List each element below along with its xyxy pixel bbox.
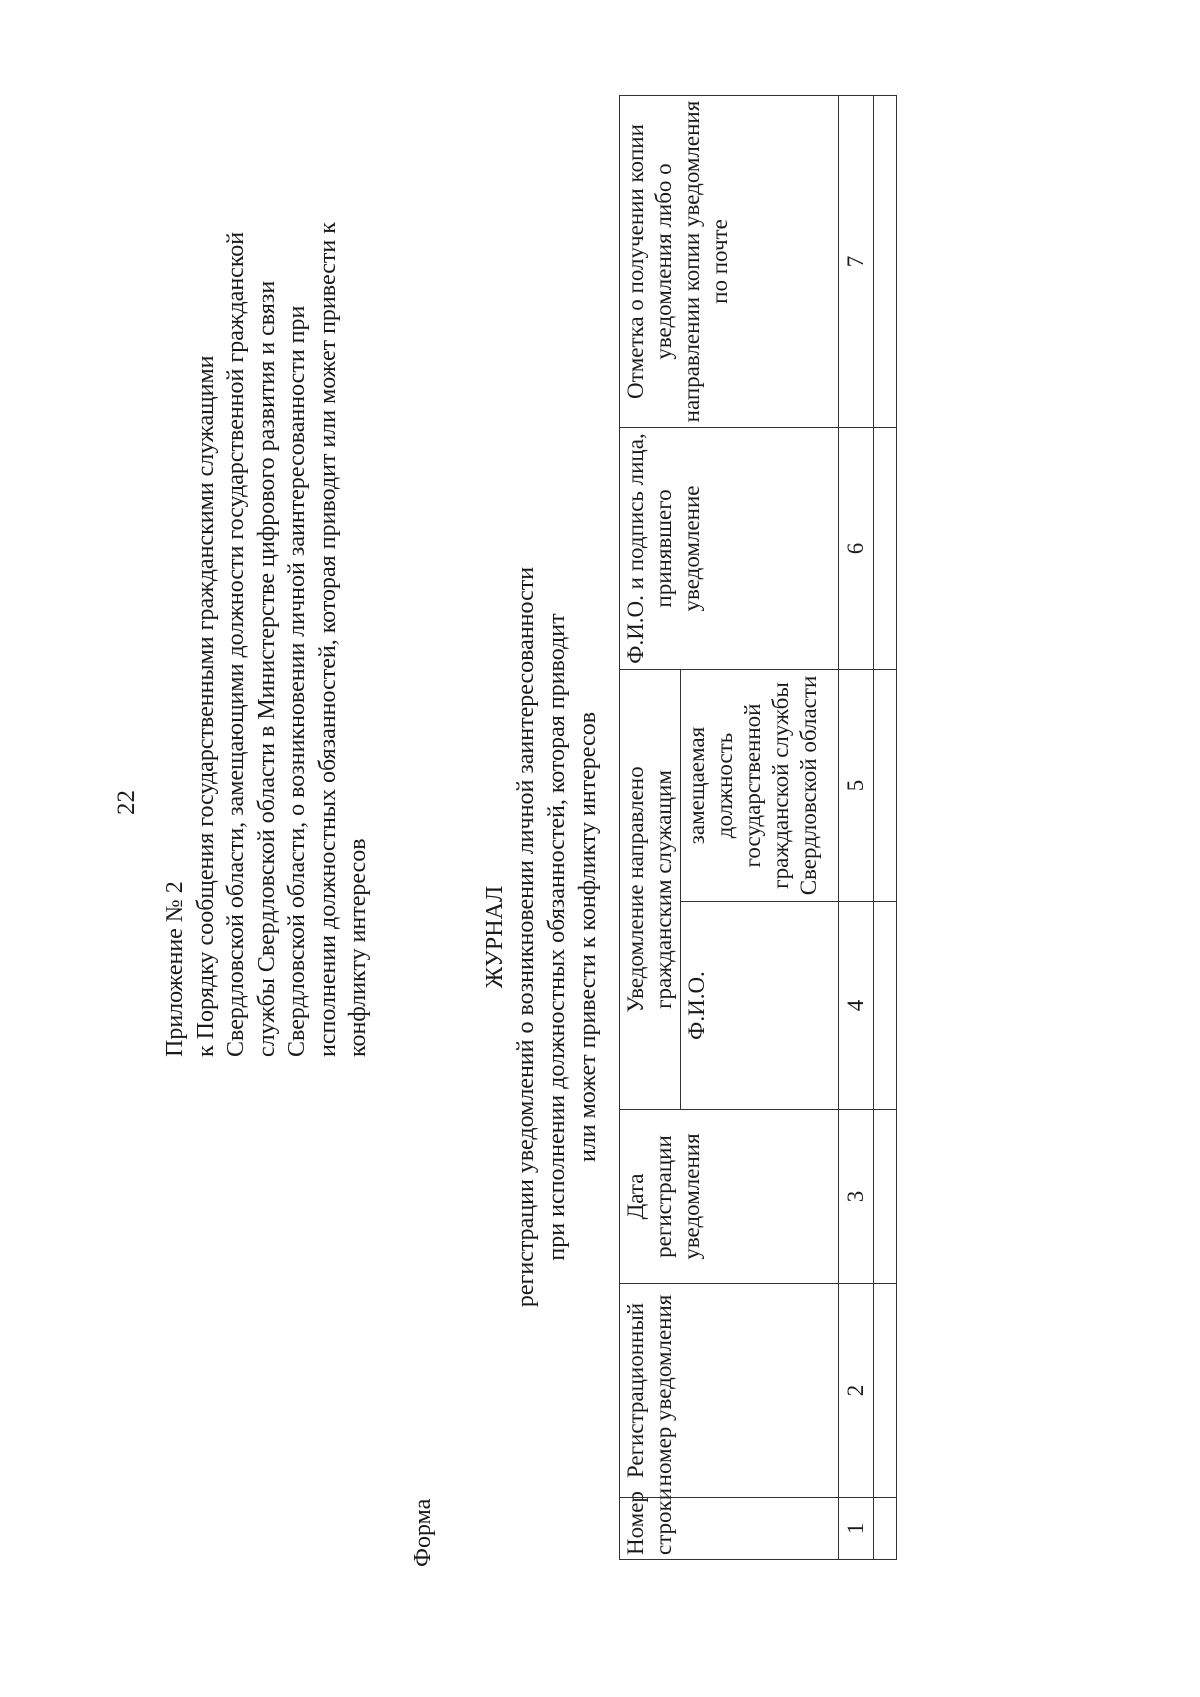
form-label: Форма xyxy=(410,1498,436,1567)
column-number: 6 xyxy=(839,428,874,670)
journal-subtitle-line: регистрации уведомлений о возникновении личной заинтересованности xyxy=(513,566,539,1308)
header-copy-received-mark: Отметка о получении копии уведомления либо о направлении копии уведомления по почте xyxy=(620,96,839,428)
appendix-line: к Порядку сообщения государственными гражданскими служащими xyxy=(192,355,219,1057)
page-number: 22 xyxy=(113,790,140,815)
column-number: 5 xyxy=(839,670,874,902)
appendix-line: Приложение № 2 xyxy=(162,881,188,1057)
journal-title: ЖУРНАЛ xyxy=(482,885,508,989)
column-number: 3 xyxy=(839,1110,874,1284)
appendix-line: службы Свердловской области в Министерстве цифрового развития и связи xyxy=(253,280,280,1057)
empty-cell xyxy=(874,1284,897,1498)
empty-cell xyxy=(874,428,897,670)
header-registration-date: Дата регистрации уведомления xyxy=(620,1110,839,1284)
empty-cell xyxy=(874,1498,897,1560)
appendix-header xyxy=(160,117,374,1057)
table-column-numbers-row xyxy=(839,96,874,1560)
table-empty-row xyxy=(874,96,897,1560)
empty-cell xyxy=(874,670,897,902)
column-number: 7 xyxy=(839,96,874,428)
empty-cell xyxy=(874,902,897,1110)
column-number: 2 xyxy=(839,1284,874,1498)
empty-cell xyxy=(874,96,897,428)
journal-table xyxy=(619,95,897,1560)
appendix-line: исполнении должностных обязанностей, которая приводит или может привести к xyxy=(314,222,341,1057)
appendix-line: Свердловской области, о возникновении личной заинтересованности при xyxy=(284,305,310,1057)
header-notification-sent-to: Уведомление направлено гражданским служащим xyxy=(620,670,681,1110)
header-servant-name: Ф.И.О. xyxy=(681,902,839,1110)
appendix-line: конфликту интересов xyxy=(345,838,371,1057)
column-number: 1 xyxy=(839,1498,874,1560)
appendix-line: Свердловской области, замещающими должности государственной гражданской xyxy=(223,231,249,1057)
header-registration-number: Регистрационный номер уведомления xyxy=(620,1284,839,1498)
table-header-row xyxy=(620,96,681,1560)
header-receiver-name-signature: Ф.И.О. и подпись лица, принявшего уведомление xyxy=(620,428,839,670)
header-servant-position: замещаемая должность государственной гражданской службы Свердловской области xyxy=(681,670,839,902)
empty-cell xyxy=(874,1110,897,1284)
journal-subtitle-line: при исполнении должностных обязанностей, которая приводит xyxy=(544,613,570,1261)
journal-heading xyxy=(480,297,604,1577)
column-number: 4 xyxy=(839,902,874,1110)
journal-subtitle-line: или может привести к конфликту интересов xyxy=(575,711,601,1163)
header-row-number: Номер строки xyxy=(620,1498,839,1560)
